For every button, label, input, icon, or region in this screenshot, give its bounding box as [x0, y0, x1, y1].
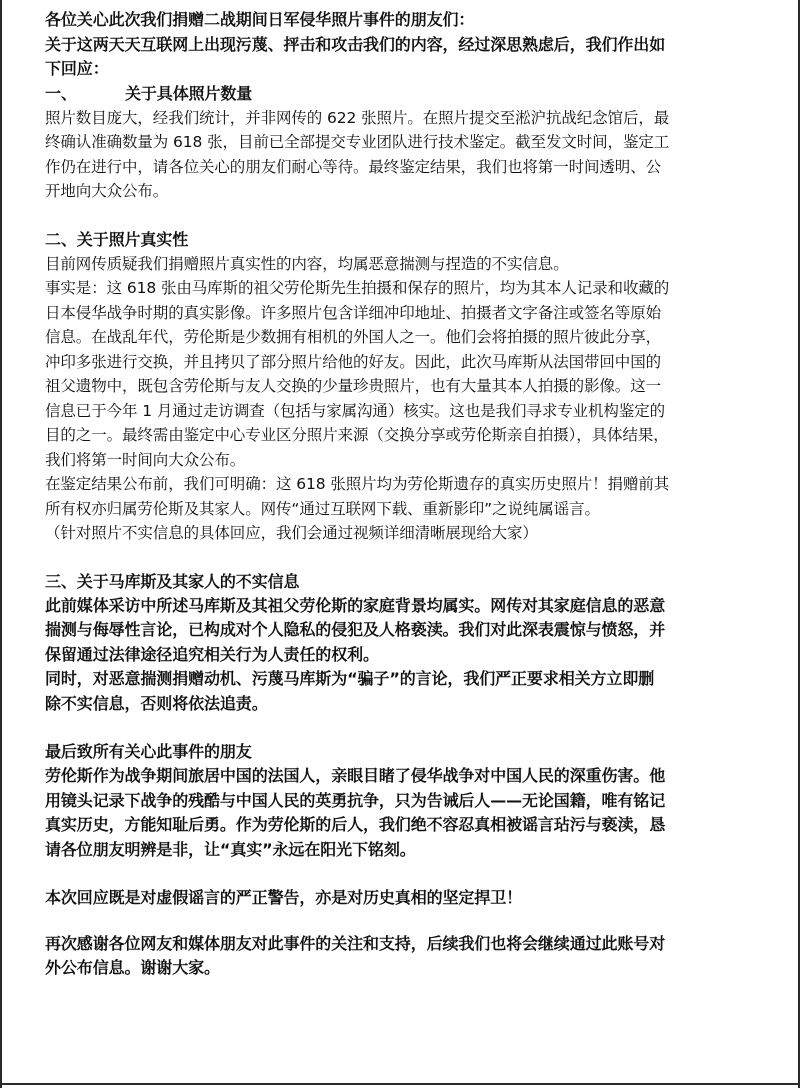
paragraph-line: 在鉴定结果公布前，我们可明确：这 618 张照片均为劳伦斯遗存的真实历史照片！捐赠前其: [45, 475, 670, 493]
paragraph-line: 目的之一。最终需由鉴定中心专业区分照片来源（交换分享或劳伦斯亲自拍摄），具体结果，: [45, 426, 669, 444]
paragraph-line: 此前媒体采访中所述马库斯及其祖父劳伦斯的家庭背景均属实。网传对其家庭信息的恶意: [45, 595, 666, 615]
section-2-heading: 二、关于照片真实性: [45, 229, 189, 249]
paragraph-line: 真实历史，方能知耻后勇。作为劳伦斯的后人，我们绝不容忍真相被谣言玷污与亵渎，恳: [45, 815, 666, 834]
paragraph-line: 用镜头记录下战争的残酷与中国人民的英勇抗争，只为告诫后人——无论国籍，唯有铭记: [45, 790, 666, 810]
paragraph-line: 所有权亦归属劳伦斯及其家人。网传“通过互联网下载、重新影印”之说纯属谣言。: [45, 499, 600, 518]
section-4-heading: 最后致所有关心此事件的朋友: [45, 742, 252, 761]
paragraph-line: 保留通过法律途径追究相关行为人责任的权利。: [45, 644, 379, 664]
paragraph-line: 劳伦斯作为战争期间旅居中国的法国人，亲眼目睹了侵华战争对中国人民的深重伤害。他: [45, 766, 666, 785]
salutation: 各位关心此次我们捐赠二战期间日军侵华照片事件的朋友们：: [45, 10, 475, 29]
section-3-heading: 三、关于马库斯及其家人的不实信息: [45, 571, 300, 591]
paragraph-line: 信息已于今年 1 月通过走访调查（包括与家属沟通）核实。这也是我们寻求专业机构鉴定的: [45, 401, 666, 420]
paragraph-line: 请各位朋友明辨是非，让“真实”永远在阳光下铭刻。: [45, 839, 416, 859]
paragraph-line: 日本侵华战争时期的真实影像。许多照片包含详细冲印地址、拍摄者文字备注或签名等原始: [45, 303, 662, 322]
closing-warning: 本次回应既是对虚假谣言的严正警告，亦是对历史真相的坚定捍卫！: [45, 888, 523, 907]
intro-line: 下回应：: [45, 59, 109, 78]
paragraph-line: 祖父遗物中，既包含劳伦斯与友人交换的少量珍贵照片，也有大量其本人拍摄的影像。这一: [45, 377, 662, 395]
section-1-title: 关于具体照片数量: [125, 83, 253, 103]
intro-line: 关于这两天天互联网上出现污蔑、抨击和攻击我们的内容，经过深思熟虑后，我们作出如: [45, 34, 666, 54]
paragraph-line: 信息。在战乱年代，劳伦斯是少数拥有相机的外国人之一。他们会将拍摄的照片彼此分享，: [45, 328, 662, 346]
section-1-number: 一、: [45, 83, 77, 103]
paragraph-line: 目前网传质疑我们捐赠照片真实性的内容，均属恶意揣测与捏造的不实信息。: [45, 254, 569, 273]
paragraph-line: 冲印多张进行交换，并且拷贝了部分照片给他的好友。因此，此次马库斯从法国带回中国的: [45, 352, 662, 371]
paragraph-line: 作仍在进行中，请各位关心的朋友们耐心等待。最终鉴定结果，我们也将第一时间透明、公: [45, 157, 662, 176]
paragraph-line: 除不实信息，否则将依法追责。: [45, 693, 268, 713]
paragraph-line: 照片数目庞大，经我们统计，并非网传的 622 张照片。在照片提交至淞沪抗战纪念馆后，最: [45, 108, 670, 127]
paragraph-line: 揣测与侮辱性言论，已构成对个人隐私的侵犯及人格亵渎。我们对此深表震惊与愤怒，并: [45, 620, 666, 639]
paragraph-line: 事实是：这 618 张由马库斯的祖父劳伦斯先生拍摄和保存的照片，均为其本人记录和收藏的: [45, 279, 670, 297]
paragraph-line: 开地向大众公布。: [45, 182, 169, 200]
closing-thanks: 外公布信息。谢谢大家。: [45, 958, 220, 977]
paragraph-line: 我们将第一时间向大众公布。: [45, 450, 246, 469]
paragraph-line: （针对照片不实信息的具体回应，我们会通过视频详细清晰展现给大家）: [45, 524, 538, 542]
closing-thanks: 再次感谢各位网友和媒体朋友对此事件的关注和支持，后续我们也将会继续通过此账号对: [45, 933, 666, 953]
paragraph-line: 同时，对恶意揣测捐赠动机、污蔑马库斯为“骗子”的言论，我们严正要求相关方立即删: [45, 669, 655, 688]
page-border-bottom: [2, 1083, 798, 1085]
section-1-heading: [45, 82, 762, 106]
paragraph-line: 终确认准确数量为 618 张，目前已全部提交专业团队进行技术鉴定。截至发文时间，鉴定工: [45, 133, 670, 151]
